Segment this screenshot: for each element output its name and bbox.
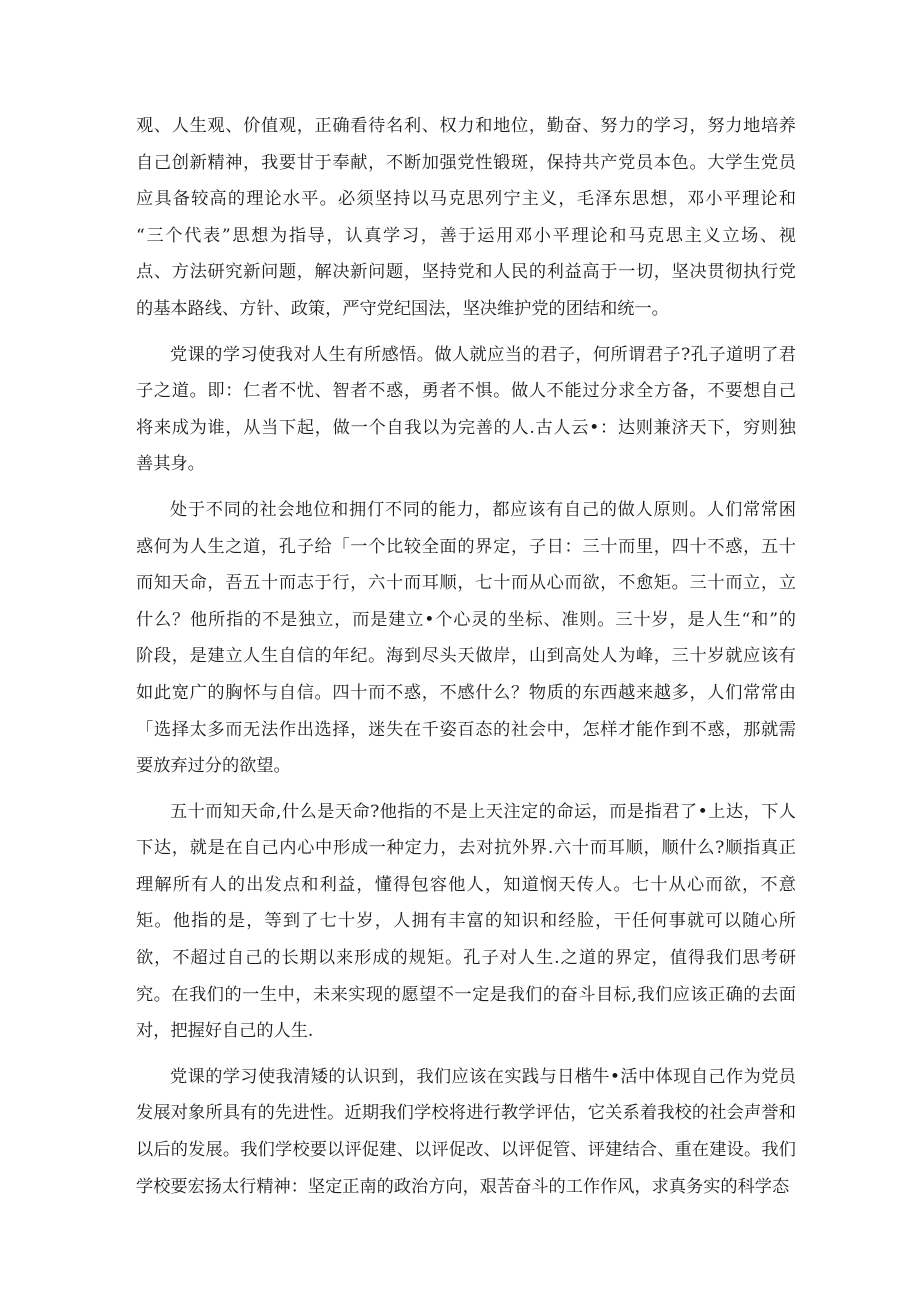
text-line: 而知天命，吾五十而志于行，六十而耳顺，七十而从心而欲，不愈矩。三十而立，立 <box>136 573 796 594</box>
text-line: 将来成为谁，从当下起，做一个自我以为完善的人.古人云•：达则兼济天下，穷则独 <box>136 417 796 438</box>
paragraph <box>136 108 796 328</box>
text-line: 自己创新精神，我要甘于奉献，不断加强党性锻斑，保持共产党员本色。大学生党员 <box>136 152 796 173</box>
text-line: 应具备较高的理论水平。必须坚持以马克思列宁主义，毛泽东思想，邓小平理论和 <box>136 189 796 210</box>
text-line: 以后的发展。我们学校要以评促建、以评促改、以评促管、评建结合、重在建设。我们 <box>136 1140 796 1161</box>
paragraph <box>136 337 796 483</box>
text-line: 矩。他指的是，等到了七十岁，人拥有丰富的知识和经脸，干任何事就可以随心所 <box>136 911 796 932</box>
text-line: 阶段，是建立人生自信的年纪。海到尽头天做岸，山到高处人为峰，三十岁就应该有 <box>136 646 796 667</box>
text-line: 观、人生观、价值观，正确看待名利、权力和地位，勤奋、努力的学习，努力地培养 <box>136 116 796 136</box>
text-line: 学校要宏扬太行精神：坚定正南的政治方向，艰苦奋斗的工作作风，求真务实的科学态 <box>136 1176 790 1197</box>
text-line: 子之道。即：仁者不忧、智者不惑，勇者不惧。做人不能过分求全方备，不要想自己 <box>136 381 796 402</box>
document-body <box>136 108 796 1214</box>
text-line: 发展对象所具有的先进性。近期我们学校将进行教学评估，它关系着我校的社会声誉和 <box>136 1103 796 1124</box>
paragraph <box>136 492 796 785</box>
text-line: 党课的学习使我对人生有所感悟。做人就应当的君子，何所谓君子?孔子道明了君 <box>170 344 796 365</box>
text-line: 惑何为人生之道，孔子给「一个比较全面的界定，子日：三十而里，四十不惑，五十 <box>136 536 796 557</box>
paragraph <box>136 794 796 1050</box>
text-line: 欲，不超过自己的长期以来形成的规矩。孔子对人生.之道的界定，值得我们思考研 <box>136 948 796 969</box>
text-line: 什么？他所指的不是独立，而是建立•个心灵的坐标、准则。三十岁，是人生“和”的 <box>136 609 796 630</box>
text-line: 党课的学习使我清矮的认识到，我们应该在实践与日楷牛•活中体现自己作为党员 <box>170 1066 796 1087</box>
text-line: 的基本路线、方针、政策，严守党纪国法，坚决维护党的团结和统一。 <box>136 298 669 319</box>
text-line: 下达，就是在自己内心中形成一种定力，去对抗外界.六十而耳顺，顺什么?顺指真正 <box>136 838 796 859</box>
text-line: 五十而知天命,什么是天命?他指的不是上天注定的命运，而是指君了•上达，下人 <box>170 801 796 822</box>
text-line: “三个代表”思想为指导，认真学习，善于运用邓小平理论和马克思主义立场、视 <box>136 225 796 246</box>
text-line: 对，把握好自己的人生. <box>136 1021 314 1042</box>
text-line: 要放弃过分的欲望。 <box>136 756 291 777</box>
paragraph <box>136 1059 796 1205</box>
text-line: 理解所有人的出发点和利益，懂得包容他人，知道悯天传人。七十从心而欲，不意 <box>136 874 796 895</box>
text-line: 善其身。 <box>136 454 205 475</box>
text-line: 处于不同的社会地位和拥仃不同的能力，都应该有自己的做人原则。人们常常困 <box>170 499 796 520</box>
text-line: 点、方法研究新问题，解决新问题，坚持党和人民的利益高于一切，坚决贯彻执行党 <box>136 262 796 283</box>
text-line: 「选择太多而无法作出选择，迷失在千姿百态的社会中，怎样才能作到不惑，那就需 <box>136 719 796 740</box>
text-line: 如此宽广的胸怀与自信。四十而不惑，不感什么？物质的东西越来越多，人们常常由 <box>136 682 796 703</box>
text-line: 究。在我们的一生中，未来实现的愿望不一定是我们的奋斗目标,我们应该正确的去面 <box>136 984 796 1005</box>
